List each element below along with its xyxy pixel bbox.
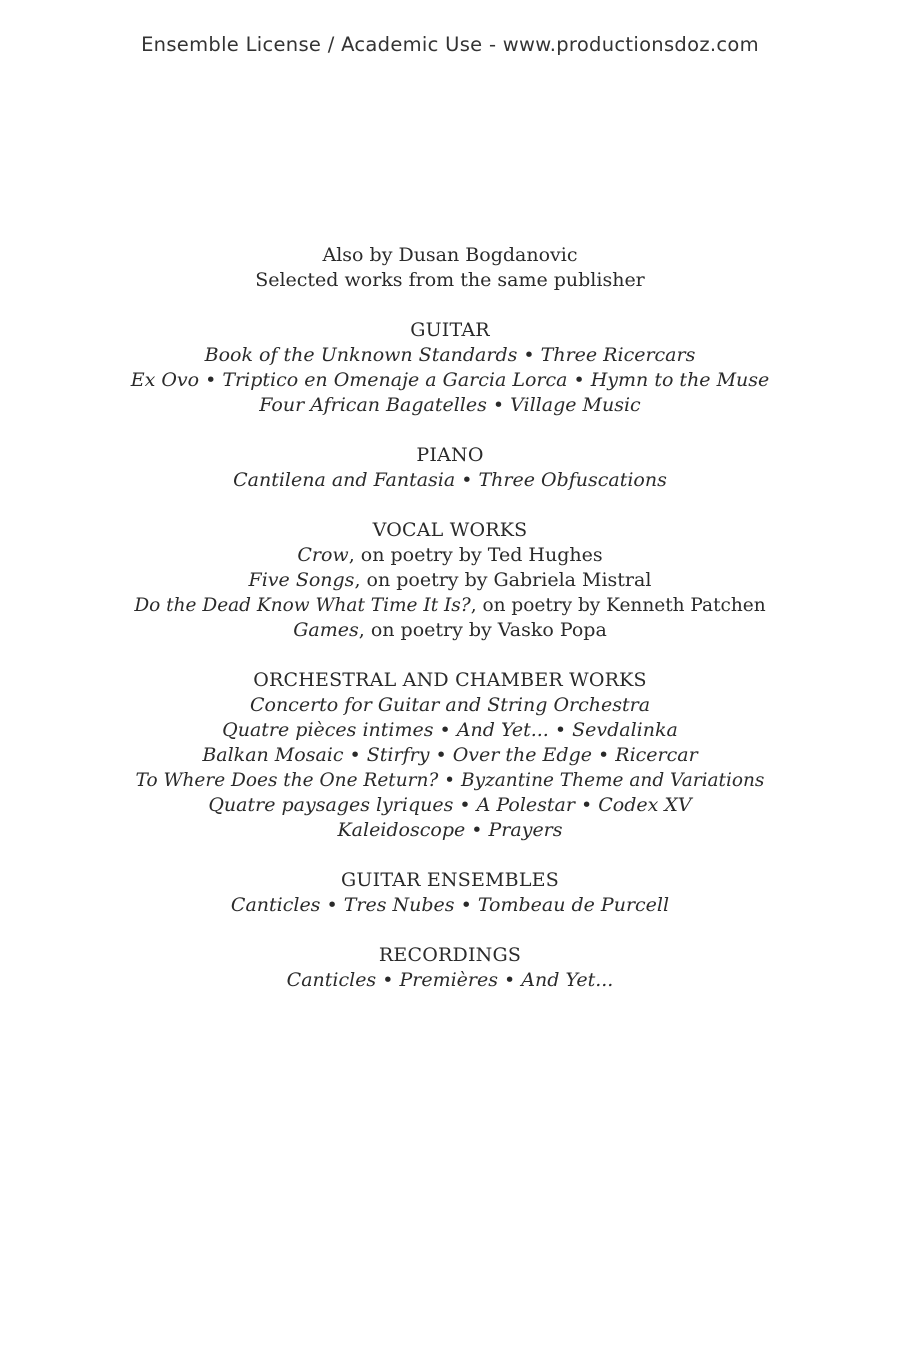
section-heading-guitar: GUITAR <box>410 319 490 341</box>
orchestral-works-line: Concerto for Guitar and String Orchestra <box>249 694 651 716</box>
orchestral-works-line: Kaleidoscope • Prayers <box>337 819 563 841</box>
vocal-work-line <box>0 543 900 568</box>
section-heading-piano: PIANO <box>416 444 484 466</box>
orchestral-works-line: Quatre pièces intimes • And Yet... • Sevdalinka <box>222 719 678 741</box>
section-spacer <box>0 418 900 443</box>
section-spacer <box>0 493 900 518</box>
vocal-work-credit: , on poetry by Gabriela Mistral <box>354 569 652 591</box>
section-spacer <box>0 293 900 318</box>
vocal-work-title: Do the Dead Know What Time It Is? <box>134 595 471 616</box>
ensembles-works-line: Canticles • Tres Nubes • Tombeau de Purcell <box>230 894 670 916</box>
section-heading-ensembles: GUITAR ENSEMBLES <box>341 869 559 891</box>
orchestral-works-line: To Where Does the One Return? • Byzantine Theme and Variations <box>135 770 765 791</box>
works-list <box>0 243 900 993</box>
section-heading-recordings: RECORDINGS <box>378 944 522 966</box>
vocal-work-credit: , on poetry by Vasko Popa <box>358 619 607 641</box>
vocal-work-line <box>0 568 900 593</box>
vocal-work-title: Crow <box>297 544 349 566</box>
vocal-work-title: Games <box>293 619 359 641</box>
guitar-works-line: Ex Ovo • Triptico en Omenaje a Garcia Lorca • Hymn to the Muse <box>130 369 770 391</box>
orchestral-works-line: Balkan Mosaic • Stirfry • Over the Edge • Ricercar <box>202 744 698 766</box>
section-heading-vocal: VOCAL WORKS <box>372 519 528 541</box>
piano-works-line: Cantilena and Fantasia • Three Obfuscations <box>233 469 667 491</box>
guitar-works-line: Four African Bagatelles • Village Music <box>259 394 641 416</box>
section-spacer <box>0 643 900 668</box>
vocal-work-credit: , on poetry by Kenneth Patchen <box>470 595 766 616</box>
guitar-works-line: Book of the Unknown Standards • Three Ricercars <box>204 344 696 366</box>
vocal-work-line <box>0 593 900 618</box>
section-spacer <box>0 918 900 943</box>
license-notice: Ensemble License / Academic Use - www.productionsdoz.com <box>141 33 759 56</box>
section-spacer <box>0 843 900 868</box>
intro-title: Also by Dusan Bogdanovic <box>322 244 578 266</box>
section-heading-orchestral: ORCHESTRAL AND CHAMBER WORKS <box>253 669 647 691</box>
vocal-work-credit: , on poetry by Ted Hughes <box>348 544 603 566</box>
vocal-work-line <box>0 618 900 643</box>
orchestral-works-line: Quatre paysages lyriques • A Polestar • Codex XV <box>208 794 692 816</box>
recordings-line: Canticles • Premières • And Yet... <box>286 969 614 991</box>
intro-subtitle: Selected works from the same publisher <box>255 269 645 291</box>
vocal-work-title: Five Songs <box>248 569 355 591</box>
